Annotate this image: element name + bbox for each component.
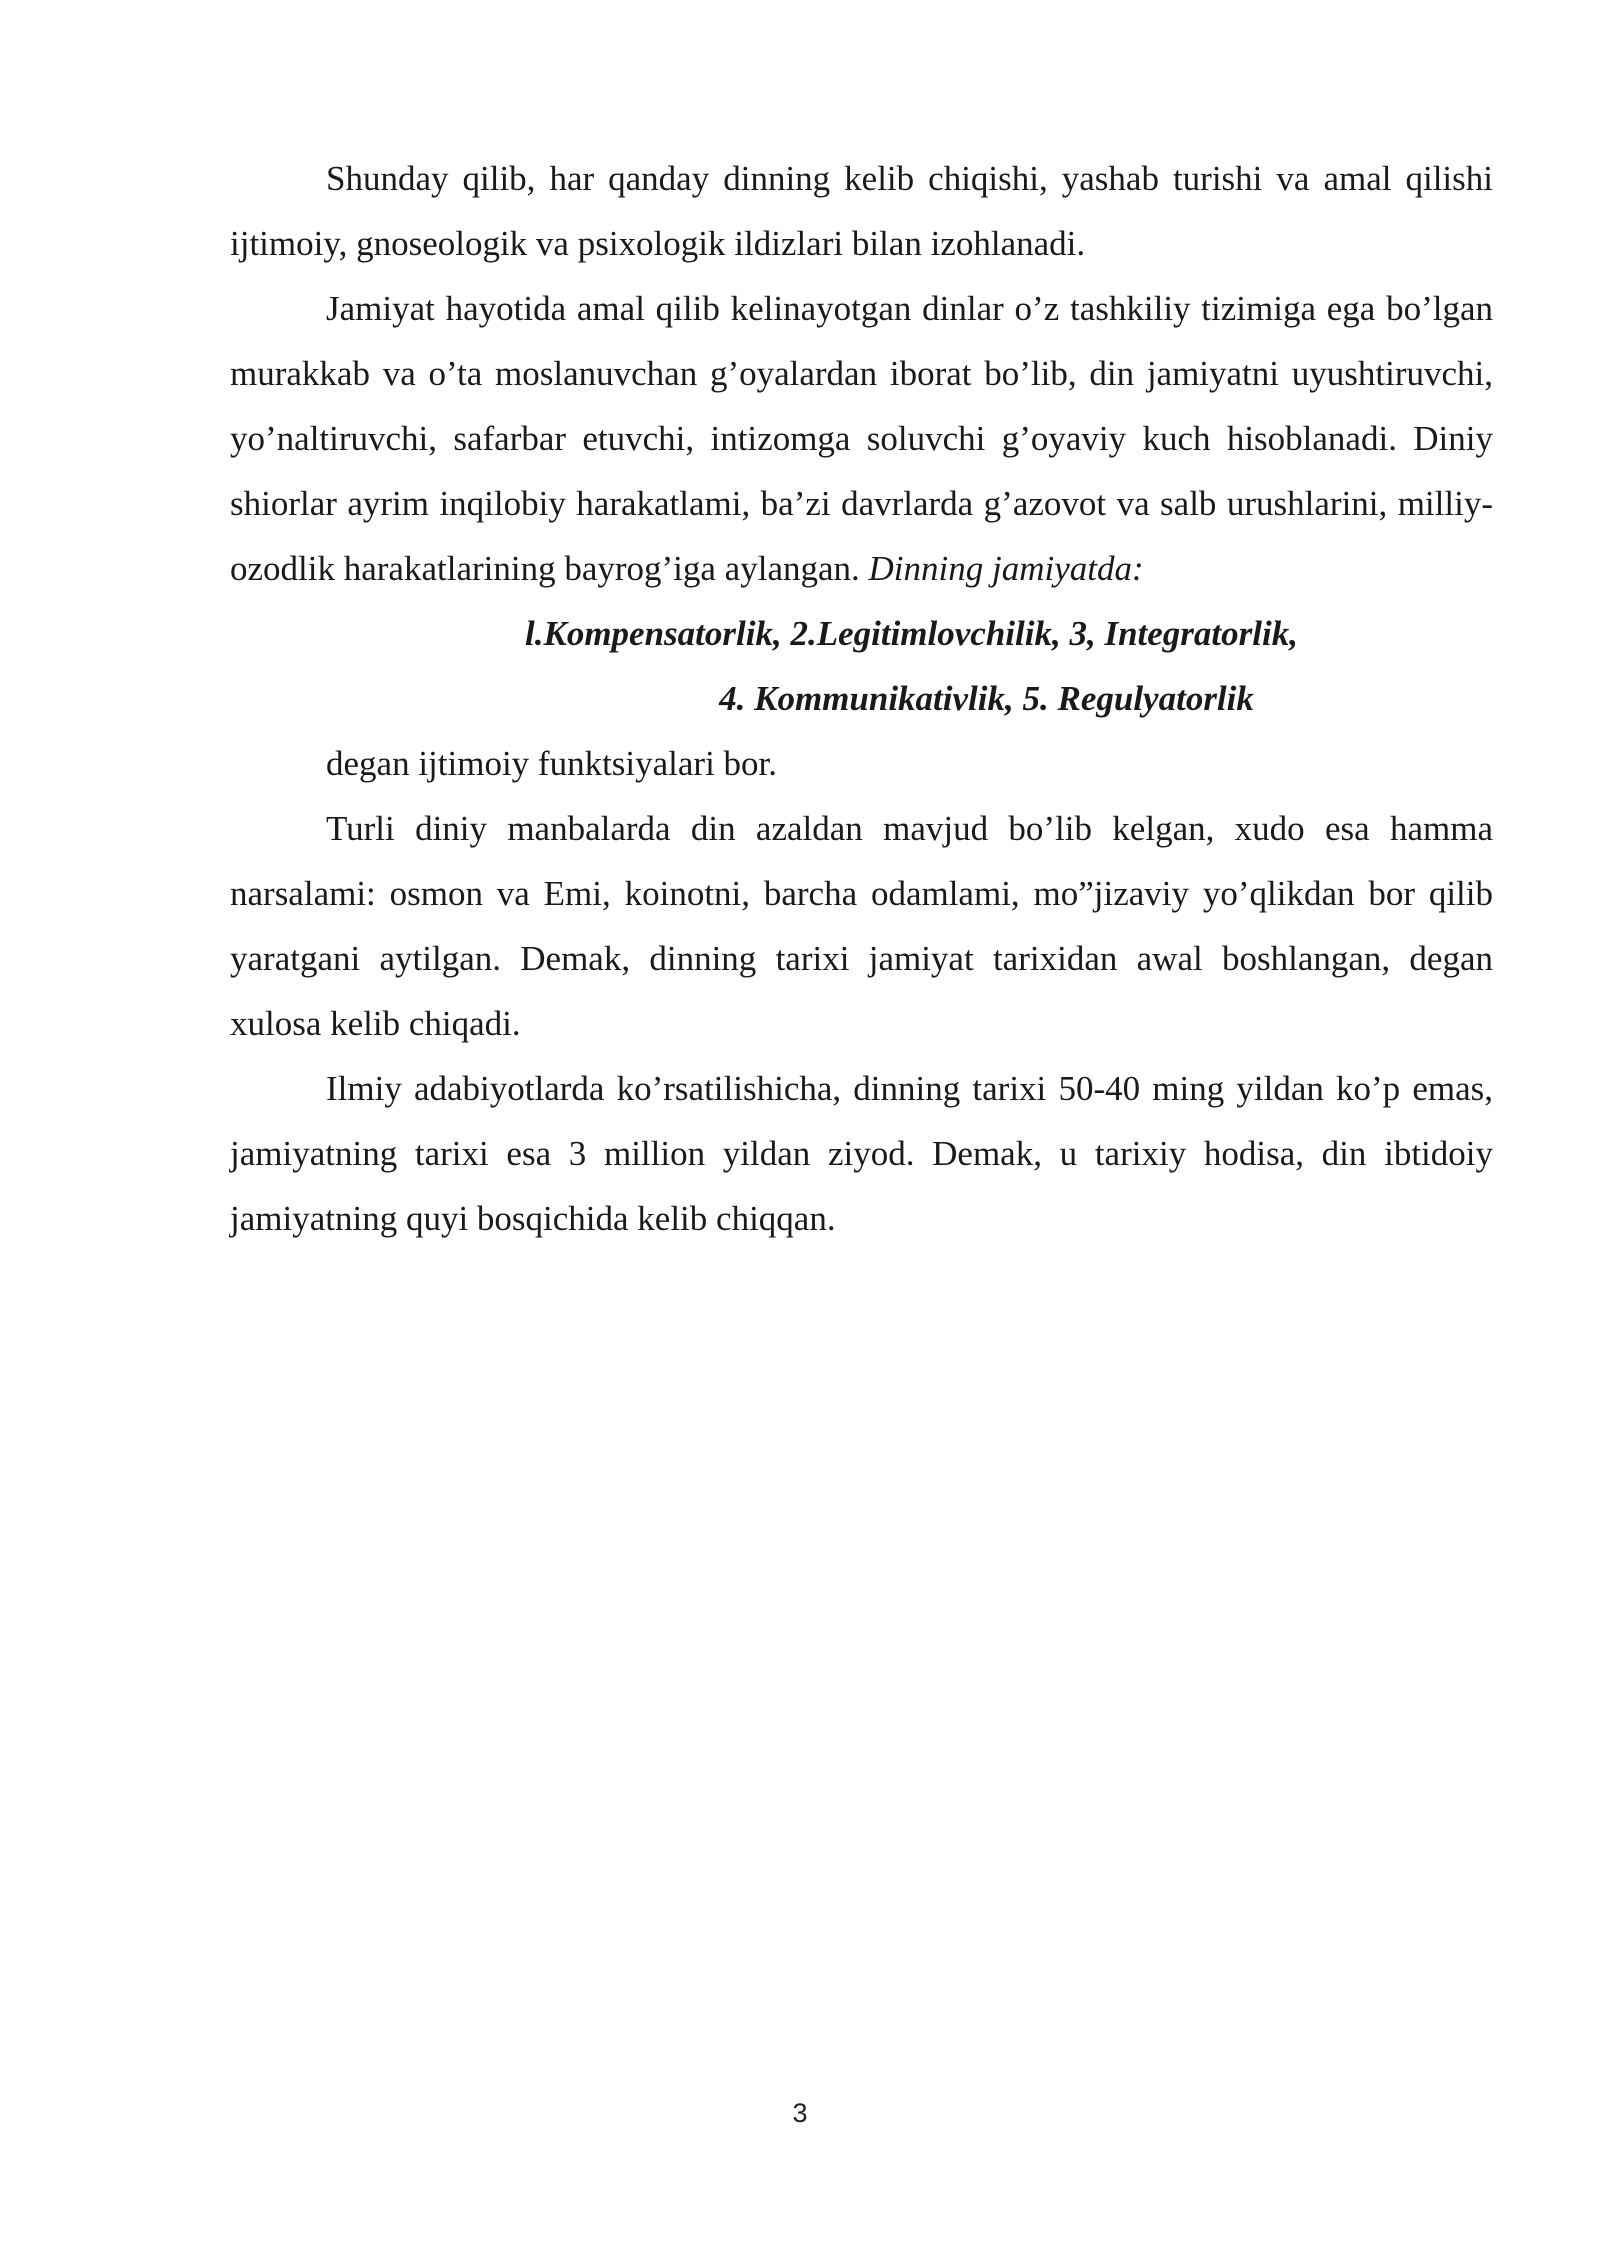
functions-line-2: 4. Kommunikativlik, 5. Regulyatorlik: [719, 679, 1254, 718]
paragraph-2: [230, 276, 1493, 601]
paragraph-2-italic: Dinning jamiyatda:: [868, 549, 1144, 588]
paragraph-3: degan ijtimoiy funktsiyalari bor.: [326, 744, 778, 783]
paragraph-2-text: Jamiyat hayotida amal qilib kelinayotgan dinlar o’z tashkiliy tizimiga ega bo’lgan murakkab va o’ta moslanuvchan g’oyalardan iborat bo’lib, din jamiyatni uyushtiruvchi, yo’naltiruvchi, safarbar etuvchi, intizomga soluvchi g’oyaviy kuch hisoblanadi. Diniy shiorlar ayrim inqilobiy harakatlami, ba’zi davrlarda g’azovot va salb urushlarini, milliy-ozodlik harakatlarining bayrog’iga aylangan.: [230, 289, 1493, 588]
functions-line-1: l.Kompensatorlik, 2.Legitimlovchilik, 3, Integratorlik,: [525, 614, 1298, 653]
text-body: [230, 146, 1493, 1251]
paragraph-5: Ilmiy adabiyotlarda ko’rsatilishicha, dinning tarixi 50-40 ming yildan ko’p emas, jamiyatning tarixi esa 3 million yildan ziyod. Demak, u tarixiy hodisa, din ibtidoiy jamiyatning quyi bosqichida kelib chiqqan.: [230, 1069, 1493, 1238]
paragraph-1: Shunday qilib, har qanday dinning kelib chiqishi, yashab turishi va amal qilishi ijtimoiy, gnoseologik va psixologik ildizlari bilan izohlanadi.: [230, 159, 1493, 263]
page-number: 3: [792, 2098, 808, 2128]
paragraph-4: Turli diniy manbalarda din azaldan mavjud bo’lib kelgan, xudo esa hamma narsalami: osmon va Emi, koinotni, barcha odamlami, mo”jizaviy yo’qlikdan bor qilib yaratgani aytilgan. Demak, dinning tarixi jamiyat tarixidan awal boshlangan, degan xulosa kelib chiqadi.: [230, 809, 1493, 1043]
